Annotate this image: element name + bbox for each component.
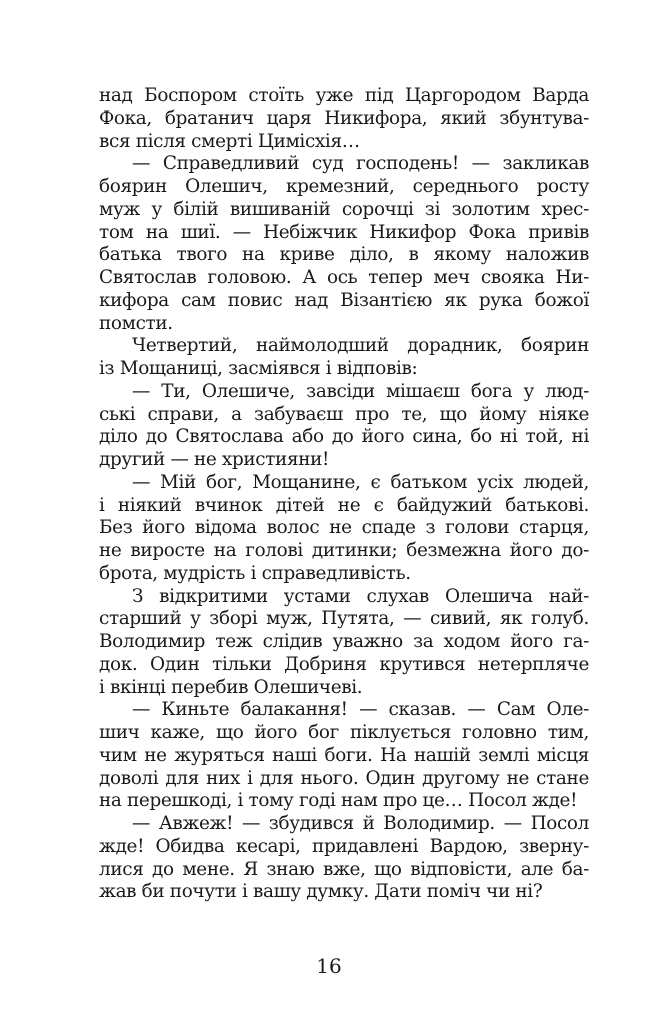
text-line: із Мощаниці, засміявся і відповів:: [99, 358, 418, 379]
text-line: і ніякий вчинок дітей не є байдужий батькові.: [99, 494, 589, 516]
text-line: батька твого на криве діло, в якому наложив: [99, 244, 589, 266]
text-line: діло до Святослава або до його сина, бо ні той, ні: [99, 426, 589, 448]
text-line: ські справи, а забуваєш про те, що йому ніяке: [99, 403, 589, 425]
text-line: над Боспором стоїть уже під Царгородом Варда: [99, 85, 589, 106]
text-line: старший у зборі муж, Путята, — сивий, як голуб.: [99, 608, 589, 630]
text-line: — Мій бог, Мощанине, є батьком усіх людей,: [132, 471, 589, 493]
text-line: том на шиї. — Небіжчик Никифор Фока привів: [99, 221, 589, 243]
text-line: — Ти, Олешиче, завсіди мішаєш бога у люд-: [132, 380, 589, 402]
text-line: Четвертий, наймолодший дорадник, боярин: [132, 335, 589, 357]
text-line: брота, мудрість і справедливість.: [99, 562, 411, 584]
text-line: не виросте на голові дитинки; безмежна його до-: [99, 540, 589, 561]
page-body-text: [99, 85, 589, 904]
text-line: Фока, братанич царя Никифора, який збунтува-: [99, 107, 589, 129]
text-line: жав би почути і вашу думку. Дати поміч чи ні?: [99, 881, 543, 903]
text-line: З відкритими устами слухав Олешича най-: [132, 585, 589, 607]
text-line: док. Один тільки Добриня крутився нетерпляче: [99, 653, 589, 675]
text-line: Володимир теж слідив уважно за ходом його га-: [99, 631, 589, 652]
text-line: — Справедливий суд господень! — закликав: [132, 153, 589, 175]
text-line: доволі для них і для нього. Один другому не стане: [99, 767, 589, 789]
text-line: шич каже, що його бог піклується головно тим,: [99, 722, 589, 743]
text-line: Святослав головою. А ось тепер меч свояка Ни-: [99, 267, 589, 288]
text-line: Без його відома волос не спаде з голови старця,: [99, 517, 589, 539]
text-line: на перешкоді, і тому годі нам про це… Посол жде!: [99, 790, 578, 812]
text-line: — Киньте балакання! — сказав. — Сам Оле-: [132, 699, 589, 721]
text-line: вся після смерті Цимісхія…: [99, 130, 360, 152]
text-line: боярин Олешич, кремезний, середнього росту: [99, 176, 589, 197]
text-line: помсти.: [99, 312, 173, 334]
text-line: і вкінці перебив Олешичеві.: [99, 676, 363, 698]
text-line: чим не журяться наші боги. На нашій землі місця: [99, 744, 589, 766]
text-line: жде! Обидва кесарі, придавлені Вардою, зверну-: [99, 835, 589, 857]
text-line: кифора сам повис над Візантією як рука божої: [99, 289, 589, 311]
page-number: 16: [316, 954, 342, 978]
text-line: другий — не християни!: [99, 449, 330, 470]
text-line: лися до мене. Я знаю вже, що відповісти, але ба-: [99, 858, 589, 880]
text-line: муж у білій вишиваній сорочці зі золотим хрес-: [99, 198, 589, 220]
text-line: — Авжеж! — збудився й Володимир. — Посол: [132, 813, 589, 834]
